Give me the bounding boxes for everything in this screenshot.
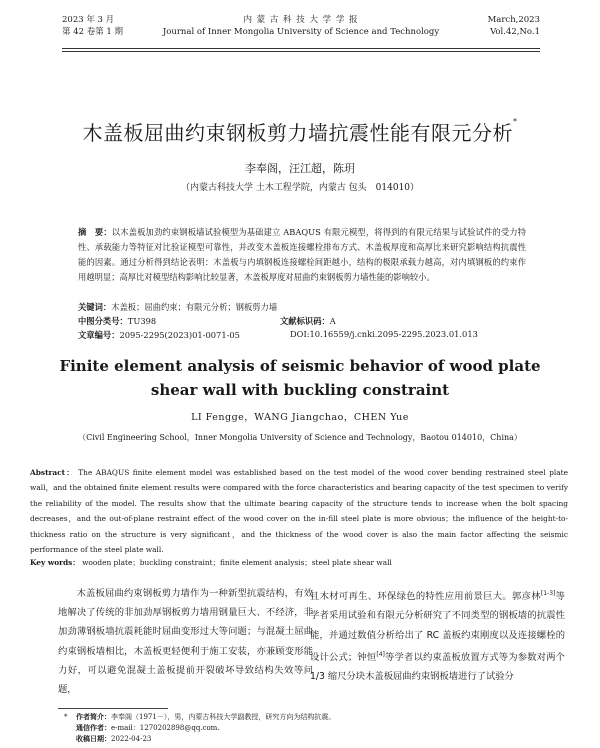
body-right-part-c: 等学者以约束盖板放置方式等为参数对两个 1/3 缩尺分块木盖板屈曲约束钢板墙进行了试验分 — [310, 651, 565, 682]
body-column-left — [58, 584, 313, 699]
paper-title-en-line1: Finite element analysis of seismic behavior of wood plate — [59, 357, 541, 375]
paper-title-cn-text: 木盖板屈曲约束钢板剪力墙抗震性能有限元分析 — [82, 121, 513, 145]
title-footnote-mark: * — [513, 117, 518, 126]
article-no-label: 文章编号： — [78, 330, 120, 340]
footnote-author-label: 作者简介： — [76, 713, 111, 721]
body-paragraph-right — [310, 584, 565, 686]
footnote-author — [64, 712, 336, 723]
citation-ref-1: [1-3] — [540, 590, 556, 597]
body-paragraph-left: 木盖板屈曲约束钢板剪力墙作为一种新型抗震结构，有效地解决了传统的非加劲厚钢板剪力墙用钢量巨大、不经济，非加劲薄钢板墙抗震耗能时屈曲变形过大等问题；与混凝土屈曲约束钢板墙相比，木盖板更轻便利于施工安装，亦兼顾变形能力好，可以避免混凝土盖板提前开裂破坏导致结构失效等问题， — [58, 588, 313, 696]
doc-code-label: 文献标识码： — [280, 316, 330, 326]
article-number — [78, 329, 240, 341]
footnote-email — [76, 723, 220, 734]
journal-name-en: Journal of Inner Mongolia University of Science and Technology — [162, 27, 440, 37]
abstract-en-text: The ABAQUS finite element model was established based on the test model of the wood cover bending restrained steel plate wall，and the obtained finite element results were compared with the force characteristics and bearing capacity of the test specimen to verify the reliability of the model. The results show that the ultimate bearing capacity of the structure tends to increase when the bolt spacing decreases，and the out-of-plane restraint effect of the wood cover on the in-fill steel plate is more obvious；the influence of the height-to-thickness ratio on the structure is very significant，and the thickness of the wood cover is also the main factor affecting the seismic performance of the steel plate wall. — [30, 468, 569, 555]
keywords-cn-text: 木盖板；屈曲约束；有限元分析；钢板剪力墙 — [111, 302, 278, 312]
body-right-part-a: 且木材可再生、环保绿色的特性应用前景巨大。郭彦林 — [310, 591, 541, 603]
keywords-en-text: wooden plate；buckling constraint；finite element analysis；steel plate shear wall — [82, 558, 392, 567]
footnote-author-text: 李奉阁（1971－），男，内蒙古科技大学副教授，研究方向为结构抗震。 — [111, 713, 336, 721]
keywords-cn — [78, 301, 277, 313]
footnote-rule — [58, 708, 168, 709]
clc-number — [78, 315, 156, 327]
keywords-cn-label: 关键词： — [78, 302, 112, 312]
abstract-cn-label: 摘 要： — [78, 227, 112, 237]
footnote-asterisk-icon: * — [64, 713, 68, 721]
abstract-en-label: Abstract： — [30, 468, 75, 477]
affiliation-en: （Civil Engineering School，Inner Mongolia University of Science and Technology，Baotou 014010，China） — [78, 433, 522, 442]
paper-title-en — [40, 354, 560, 402]
abstract-cn-text: 以木盖板加劲约束钢板墙试验模型为基础建立 ABAQUS 有限元模型，将得到的有限元结果与试验试件的受力特性、承载能力等特征对比验证模型可靠性，并改变木盖板连接螺栓排布方式、木盖板厚度和高厚比来研究影响结构抗震性能的因素。通过分析得到结论表明：木盖板与内填钢板连接螺栓间距越小，结构的极限承载力越高，对内填钢板的约束作用越明显；高厚比对模型结构影响比较显著，木盖板厚度对屈曲约束钢板剪力墙性能的影响较小。 — [78, 227, 526, 282]
header-rule-top — [62, 48, 540, 49]
journal-name-block — [62, 14, 540, 38]
header-rule-bottom — [62, 51, 540, 52]
paper-title-cn — [40, 117, 560, 146]
article-no-value: 2095-2295(2023)01-0071-05 — [119, 330, 240, 340]
volume-cn: 第 42 卷第 1 期 — [62, 27, 124, 37]
abstract-en — [30, 465, 568, 557]
paper-title-en-line2: shear wall with buckling constraint — [150, 381, 450, 399]
keywords-en — [30, 557, 568, 569]
issue-date-cn: 2023 年 3 月 — [62, 15, 115, 25]
issue-date-en-block — [488, 14, 540, 38]
journal-name-cn: 内 蒙 古 科 技 大 学 学 报 — [243, 15, 359, 25]
clc-value: TU398 — [127, 316, 157, 326]
footnote-email-text: e-mail：1270202898@qq.com. — [111, 724, 220, 732]
footnote-received — [76, 734, 151, 745]
authors-en: LI Fengge，WANG Jiangchao，CHEN Yue — [191, 412, 409, 423]
body-right-part-b: 等学者采用试验和有限元分析研究了不同类型的钢板墙的抗震性能，并通过数值分析给出了 RC 盖板约束刚度以及连接螺栓的设计公式；钟恒 — [310, 591, 565, 663]
doc-code-value: A — [329, 316, 336, 326]
abstract-cn — [78, 225, 526, 285]
doi: DOI:10.16559/j.cnki.2095-2295.2023.01.013 — [290, 329, 478, 339]
keywords-en-label: Key words： — [30, 558, 80, 567]
footnote-received-text: 2022-04-23 — [111, 735, 152, 743]
citation-ref-2: [4] — [376, 650, 385, 658]
document-code — [280, 315, 336, 327]
authors-cn: 李奉阁，汪江超，陈玥 — [245, 162, 355, 175]
body-column-right — [310, 584, 565, 686]
clc-label: 中图分类号： — [78, 316, 128, 326]
volume-en: Vol.42,No.1 — [490, 27, 540, 37]
issue-date-en: March,2023 — [487, 15, 540, 25]
footnote-email-label: 通信作者： — [76, 724, 111, 732]
footnote-received-label: 收稿日期： — [76, 735, 111, 743]
affiliation-cn: （内蒙古科技大学 土木工程学院，内蒙古 包头 014010） — [180, 183, 420, 193]
